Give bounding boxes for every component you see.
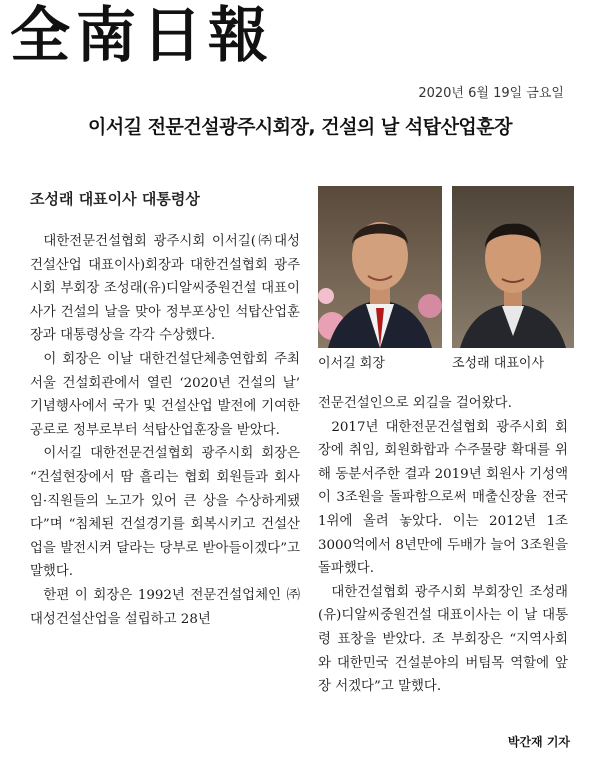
paragraph: 대한전문건설협회 광주시회 이서길(㈜대성건설산업 대표이사)회장과 대한건설협회 광주시회 부회장 조성래(유)디알씨중원건설 대표이사가 건설의 날을 맞아 정부포상인 석탑산업훈장과 대통령상을 각각 수상했다. bbox=[30, 234, 300, 344]
publication-date: 2020년 6월 19일 금요일 bbox=[418, 86, 564, 101]
portrait-photo-lee bbox=[318, 186, 442, 348]
newspaper-masthead: 全南日報 bbox=[10, 1, 274, 71]
photo-caption-right: 조성래 대표이사 bbox=[452, 356, 545, 371]
paragraph: 한편 이 회장은 1992년 전문건설업체인 ㈜대성건설산업을 설립하고 28년 bbox=[30, 587, 300, 627]
article-column-left bbox=[30, 230, 300, 631]
portrait-photo-jo bbox=[452, 186, 574, 348]
paragraph: 전문건설인으로 외길을 걸어왔다. bbox=[318, 396, 512, 411]
paragraph: 대한건설협회 광주시회 부회장인 조성래 (유)디알씨중원건설 대표이사는 이 날 대통령 표창을 받았다. 조 부회장은 “지역사회와 대한민국 건설분야의 버팀목 역할에 앞장 서겠다”고 말했다. bbox=[318, 584, 568, 695]
paragraph: 2017년 대한전문건설협회 광주시회 회장에 취임, 회원화합과 수주물량 확대를 위해 동분서주한 결과 2019년 회원사 기성액이 3조원을 돌파함으로써 매출신장율 전국 1위에 올려 놓았다. 이는 2012년 1조3000억에서 8년만에 두배가 늘어 3조원을 돌파했다. bbox=[318, 419, 568, 577]
article-headline: 이서길 전문건설광주시회장, 건설의 날 석탑산업훈장 bbox=[88, 116, 512, 138]
photo-caption-left: 이서길 회장 bbox=[318, 356, 385, 371]
paragraph: 이 회장은 이날 대한건설단체총연합회 주최 서울 건설회관에서 열린 ‘2020년 건설의 날’ 기념행사에서 국가 및 건설산업 발전에 기여한 공로로 정부로부터 석탑산업훈장을 받았다. bbox=[30, 351, 300, 438]
paragraph: 이서길 대한전문건설협회 광주시회 회장은 “건설현장에서 땀 흘리는 협회 회원들과 회사 임·직원들의 노고가 있어 큰 상을 수상하게됐다”며 “침체된 건설경기를 회복시키고 건설산업을 발전시켜 달라는 당부로 받아들이겠다”고 말했다. bbox=[30, 446, 300, 580]
article-subhead: 조성래 대표이사 대통령상 bbox=[30, 190, 200, 208]
reporter-byline: 박간재 기자 bbox=[507, 735, 570, 749]
article-column-right bbox=[318, 392, 568, 699]
